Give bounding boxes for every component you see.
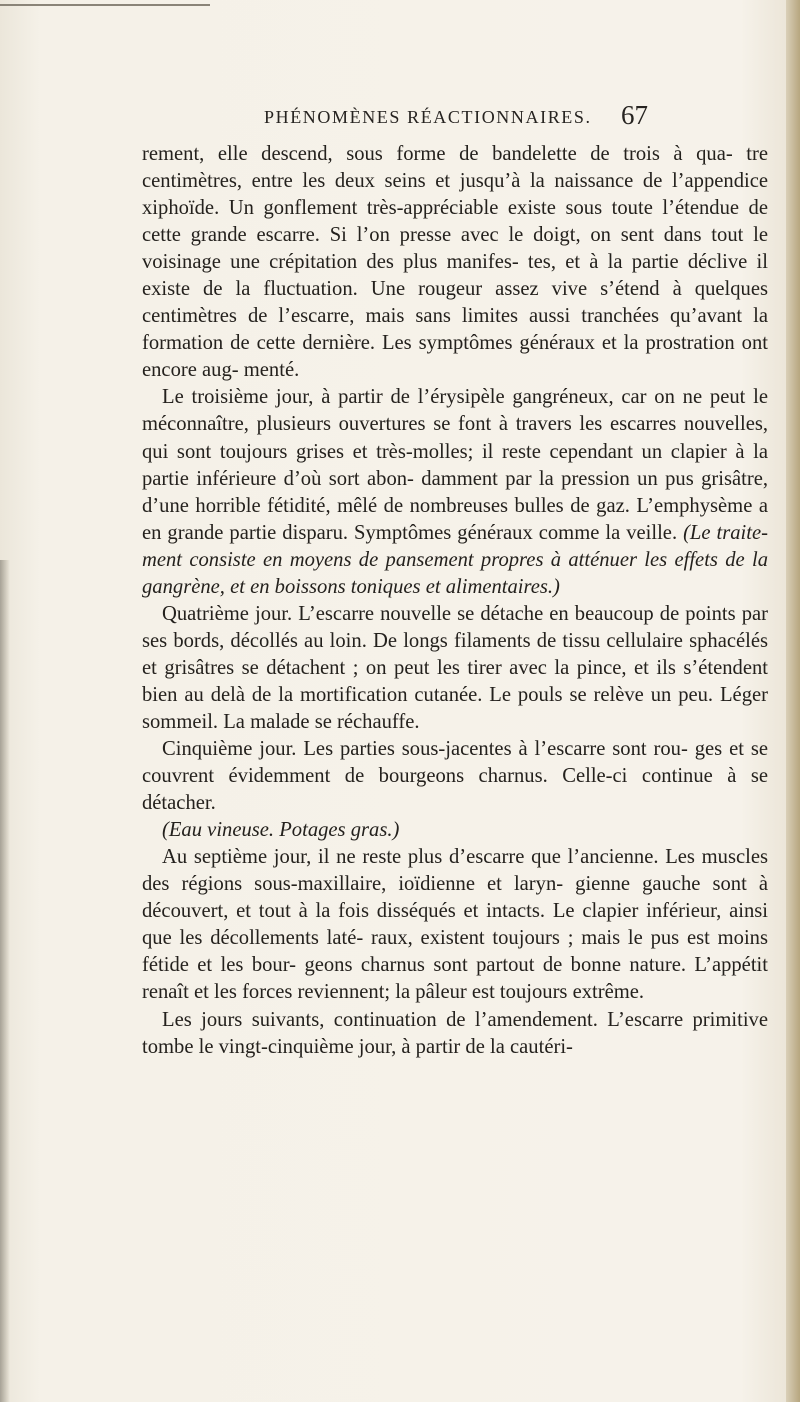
page-edge-right [786,0,800,1402]
paragraph-4-text: Cinquième jour. Les parties sous-jacentes à l’escarre sont rou- ges et se couvrent évidemment de bourgeons charnus. Celle-ci continue à se détacher. [142,738,768,815]
paragraph-4 [142,736,768,817]
paragraph-7 [142,1007,768,1061]
paragraph-5 [142,817,768,844]
scan-edge-line [0,4,210,6]
paragraph-5-italic-note: (Eau vineuse. Potages gras.) [162,819,400,842]
page-number: 67 [621,100,648,130]
paragraph-1-text: rement, elle descend, sous forme de bandelette de trois à qua- tre centimètres, entre les deux seins et jusqu’à la naissance de l’appendice xiphoïde. Un gonflement très-appréciable existe sous toute l’étendue de cette grande escarre. Si l’on presse avec le doigt, on sent dans tout le voisinage une crépitation des plus manifes- tes, et à la partie déclive il existe de la fluctuation. Une rougeur assez vive s’étend à quelques centimètres de l’escarre, mais sans limites aussi tranchées qu’avant la formation de cette dernière. Les symptômes généraux et la prostration ont encore aug- menté. [142,143,768,382]
paragraph-2-italic-note: (Le traite- ment consiste en moyens de pansement propres à atténuer les effets de la gangrène, et en boissons toniques et alimentaires.) [142,521,768,598]
paragraph-3-text: Quatrième jour. L’escarre nouvelle se détache en beaucoup de points par ses bords, décollés au loin. De longs filaments de tissu cellulaire sphacélés et grisâtres se détachent ; on peut les tirer avec la pince, et ils s’étendent bien au delà de la mortification cutanée. Le pouls se relève un peu. Léger sommeil. La malade se réchauffe. [142,602,768,733]
body-text [142,141,768,1061]
paragraph-3 [142,601,768,736]
paragraph-1 [142,141,768,384]
binding-shadow [0,560,10,1402]
running-header: PHÉNOMÈNES RÉACTIONNAIRES. [264,107,592,127]
paragraph-6 [142,844,768,1006]
paragraph-6-text: Au septième jour, il ne reste plus d’escarre que l’ancienne. Les muscles des régions sous-maxillaire, ioïdienne et laryn- gienne gauche sont à découvert, et tout à la fois disséqués et intacts. Le clapier inférieur, ainsi que les décollements laté- raux, existent toujours ; mais le pus est moins fétide et les bour- geons charnus sont partout de bonne nature. L’appétit renaît et les forces reviennent; la pâleur est toujours extrême. [142,846,768,1004]
paragraph-2 [142,384,768,600]
paragraph-2-text: Le troisième jour, à partir de l’érysipèle gangréneux, car on ne peut le méconnaître, plusieurs ouvertures se font à travers les escarres nouvelles, qui sont toujours grises et très-molles; il reste cependant un clapier à la partie inférieure d’où sort abon- damment par la pression un pus grisâtre, d’une horrible fétidité, mêlé de nombreuses bulles de gaz. L’emphysème a en grande partie disparu. Symptômes généraux comme la veille. [142,386,768,544]
paragraph-7-text: Les jours suivants, continuation de l’amendement. L’escarre primitive tombe le vingt-cinquième jour, à partir de la cautéri- [142,1008,768,1058]
